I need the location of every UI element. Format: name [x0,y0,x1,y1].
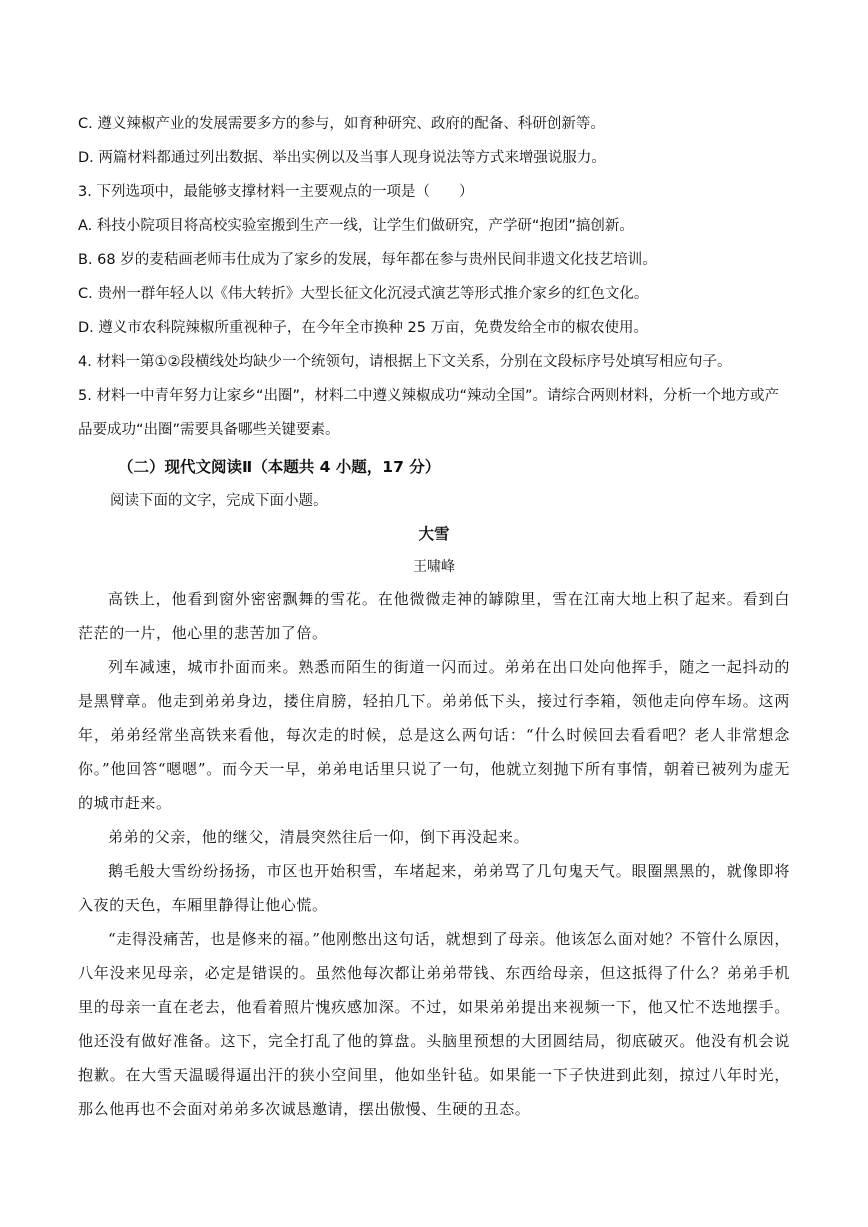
question-3-option-d: D. 遵义市农科院辣椒所重视种子，在今年全市换种 25 万亩，免费发给全市的椒农使用。 [78,320,649,336]
article-author: 王啸峰 [413,559,455,575]
question-3-option-a: A. 科技小院项目将高校实验室搬到生产一线，让学生们做研究，产学研“抱团”搞创新。 [78,218,634,234]
article-paragraph-5: “走得没痛苦，也是修来的福。”他刚憋出这句话，就想到了母亲。他该怎么面对她？不管什么原因，八年没来见母亲，必定是错误的。虽然他每次都让弟弟带钱、东西给母亲，但这抵得了什么？弟弟手机里的母亲一直在老去，他看着照片愧疚感加深。不过，如果弟弟提出来视频一下，他又忙不迭地摆手。他还没有做好准备。这下，完全打乱了他的算盘。头脑里预想的大团圆结局，彻底破灭。他没有机会说抱歉。在大雪天温暖得逼出汗的狭小空间里，他如坐针毡。如果能一下子快进到此刻，掠过八年时光，那么他再也不会面对弟弟多次诚恳邀请，摆出傲慢、生硬的丑态。 [78,930,790,1118]
section-intro: 阅读下面的文字，完成下面小题。 [110,493,328,509]
article-paragraph-1: 高铁上，他看到窗外密密飘舞的雪花。在他微微走神的罅隙里，雪在江南大地上积了起来。看到白茫茫的一片，他心里的悲苦加了倍。 [78,590,790,642]
article-paragraph-4: 鹅毛般大雪纷纷扬扬，市区也开始积雪，车堵起来，弟弟骂了几句鬼天气。眼圈黑黑的，就像即将入夜的天色，车厢里静得让他心慌。 [78,862,790,914]
article-paragraph-2: 列车减速，城市扑面而来。熟悉而陌生的街道一闪而过。弟弟在出口处向他挥手，随之一起抖动的是黑臂章。他走到弟弟身边，搂住肩膀，轻拍几下。弟弟低下头，接过行李箱，领他走向停车场。这两年，弟弟经常坐高铁来看他，每次走的时候，总是这么两句话：“什么时候回去看看吧？老人非常想念你。”他回答“嗯嗯”。而今天一早，弟弟电话里只说了一句，他就立刻抛下所有事情，朝着已被列为虚无的城市赶来。 [78,658,790,812]
option-d: D. 两篇材料都通过列出数据、举出实例以及当事人现身说法等方式来增强说服力。 [78,150,606,166]
question-5: 5. 材料一中青年努力让家乡“出圈”，材料二中遵义辣椒成功“辣动全国”。请综合两则材料，分析一个地方或产品要成功“出圈”需要具备哪些关键要素。 [78,388,779,438]
article-title: 大雪 [418,525,450,543]
question-3-option-b: B. 68 岁的麦秸画老师韦仕成为了家乡的发展，每年都在参与贵州民间非遗文化技艺培训。 [78,252,657,268]
section-heading: （二）现代文阅读Ⅱ（本题共 4 小题，17 分） [118,458,441,476]
question-4: 4. 材料一第①②段横线处均缺少一个统领句，请根据上下文关系，分别在文段标序号处填写相应句子。 [78,354,732,370]
option-c: C. 遵义辣椒产业的发展需要多方的参与，如育种研究、政府的配备、科研创新等。 [78,116,605,132]
article-paragraph-3: 弟弟的父亲，他的继父，清晨突然往后一仰，倒下再没起来。 [108,828,530,846]
question-3: 3. 下列选项中，最能够支撑材料一主要观点的一项是（ ） [78,184,474,200]
question-3-option-c: C. 贵州一群年轻人以《伟大转折》大型长征文化沉浸式演艺等形式推介家乡的红色文化。 [78,286,649,302]
